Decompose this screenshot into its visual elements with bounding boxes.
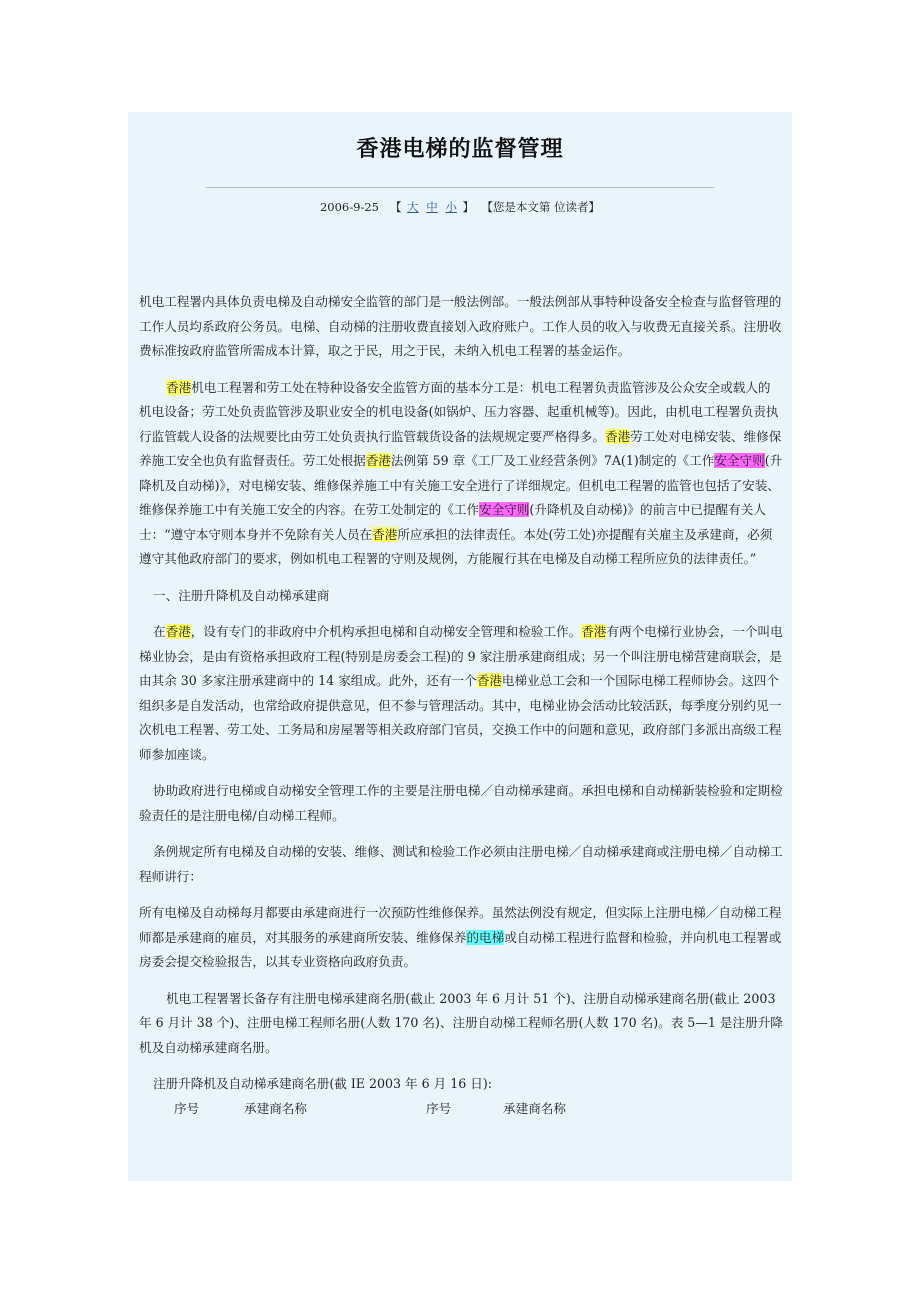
font-size-medium-link[interactable]: 中	[426, 200, 438, 214]
table-header-name-2: 承建商名称	[503, 1100, 566, 1116]
highlight-term: 香港	[165, 624, 191, 639]
highlight-term: 香港	[365, 453, 391, 468]
text-run: 所应承担的法律责任。本处(劳工处)亦提醒有关雇主及承建商，必须遵守其他政府部门的要求，例如机电工程署的守则及规例，方能履行其在电梯及自动梯工程所应负的法律责任。”	[139, 526, 773, 566]
paragraph-6	[139, 901, 783, 975]
paragraph-1: 机电工程署内具体负责电梯及自动梯安全监管的部门是一般法例部。一般法例部从事特种设备安全检查与监督管理的工作人员均系政府公务员。电梯、自动梯的注册收费直接划入政府账户。工作人员的收入与收费无直接关系。注册收费标准按政府监管所需成本计算，取之于民，用之于民，未纳入机电工程署的基金运作。	[139, 294, 782, 358]
text-run: (升降机及自动梯)》的前言中已提醒有关人士：“遵守本守则本身并不免除有关人员在	[139, 502, 766, 542]
text-run: 或自动梯工程进行监督和检验，并向机电工程署或房委会提交检验报告，以其专业资格向政府负责。	[139, 929, 782, 969]
table-header-index-2: 序号	[426, 1100, 452, 1116]
font-size-small-link[interactable]: 小	[445, 200, 457, 214]
highlight-term: 香港	[166, 379, 192, 395]
table-header-index-1: 序号	[174, 1100, 200, 1116]
highlight-term: 安全守则	[714, 453, 765, 468]
section-heading: 一、注册升降机及自动梯承建商	[153, 587, 330, 603]
highlight-term: 安全守则	[479, 502, 530, 517]
text-run: (升降机及自动梯)》，对电梯安装、维修保养施工中有关施工安全进行了详细规定。但机电工程署的监管也包括了安装、维修保养施工中有关施工安全的内容。在劳工处制定的《工作	[139, 453, 783, 517]
title-divider	[206, 187, 714, 188]
reader-count: 【您是本文第 位读者】	[481, 200, 601, 214]
text-run: 劳工处对电梯安装、维修保养施工安全也负有监督责任。劳工处根据	[139, 428, 782, 468]
article-title: 香港电梯的监督管理	[356, 136, 564, 162]
text-run: 在	[153, 624, 166, 639]
text-run: ，设有专门的非政府中介机构承担电梯和自动梯安全管理和检验工作。	[190, 624, 582, 639]
paragraph-7: 机电工程署署长备存有注册电梯承建商名册(截止 2003 年 6 月计 51 个)、注册自动梯承建商名册(截止 2003 年 6 月计 38 个)、注册电梯工程师名册(人数 170 名)、注册自动梯工程师名册(人数 170 名)。表 5—1 是注册升降机及自动梯承建商名册。	[139, 990, 783, 1055]
table-header-row	[139, 1097, 783, 1121]
paragraph-8: 注册升降机及自动梯承建商名册(截 IE 2003 年 6 月 16 日):	[153, 1076, 493, 1091]
article-date: 2006-9-25	[319, 200, 379, 214]
table-header-name-1: 承建商名称	[244, 1100, 307, 1116]
highlight-term: 的电梯	[466, 929, 505, 945]
font-size-large-link[interactable]: 大	[407, 200, 419, 214]
paragraph-4: 协助政府进行电梯或自动梯安全管理工作的主要是注册电梯／自动梯承建商。承担电梯和自动梯新装检验和定期检验责任的是注册电梯/自动梯工程师。	[139, 783, 783, 823]
bracket-close: 】	[462, 200, 475, 214]
text-run: 所有电梯及自动梯每月都要由承建商进行一次预防性维修保养。虽然法例没有规定，但实际上注册电梯／自动梯工程师都是承建商的雇员，对其服务的承建商所安装、维修保养	[139, 905, 782, 945]
article-meta	[0, 199, 920, 215]
paragraph-5: 条例规定所有电梯及自动梯的安装、维修、测试和检验工作必须由注册电梯／自动梯承建商或注册电梯／自动梯工程师讲行：	[139, 844, 783, 884]
highlight-term: 香港	[604, 428, 631, 444]
text-run: 有两个电梯行业协会，一个叫电梯业协会，是由有资格承担政府工程(特别是房委会工程)的 9 家注册承建商组成；另一个叫注册电梯营建商联会，是由其余 30 多家注册承建商中的 14 家组成。此外，还有一个	[139, 624, 783, 688]
article-body	[139, 290, 783, 1121]
text-run: 电梯业总工会和一个国际电梯工程师协会。这四个组织多是自发活动，也常给政府提供意见，但不参与管理活动。其中，电梯业协会活动比较活跃，每季度分别约见一次机电工程署、劳工处、工务局和房屋署等相关政府部门官员，交换工作中的问题和意见，政府部门多派出高级工程师参加座谈。	[139, 673, 782, 762]
text-run: 法例第 59 章《工厂及工业经营条例》7A(1)制定的《工作	[390, 453, 715, 468]
text-run: 机电工程署和劳工处在特种设备安全监管方面的基本分工是：机电工程署负责监管涉及公众安全或载人的机电设备；劳工处负责监管涉及职业安全的机电设备(如锅炉、压力容器、起重机械等)。因此，由机电工程署负责执行监管载人设备的法规要比由劳工处负责执行监管载货设备的法规规定要严格得多。	[139, 379, 779, 444]
paragraph-2	[139, 376, 783, 572]
highlight-term: 香港	[372, 526, 398, 542]
highlight-term: 香港	[581, 624, 607, 639]
paragraph-3	[139, 620, 783, 767]
bracket-open: 【	[389, 200, 402, 214]
highlight-term: 香港	[476, 673, 502, 688]
